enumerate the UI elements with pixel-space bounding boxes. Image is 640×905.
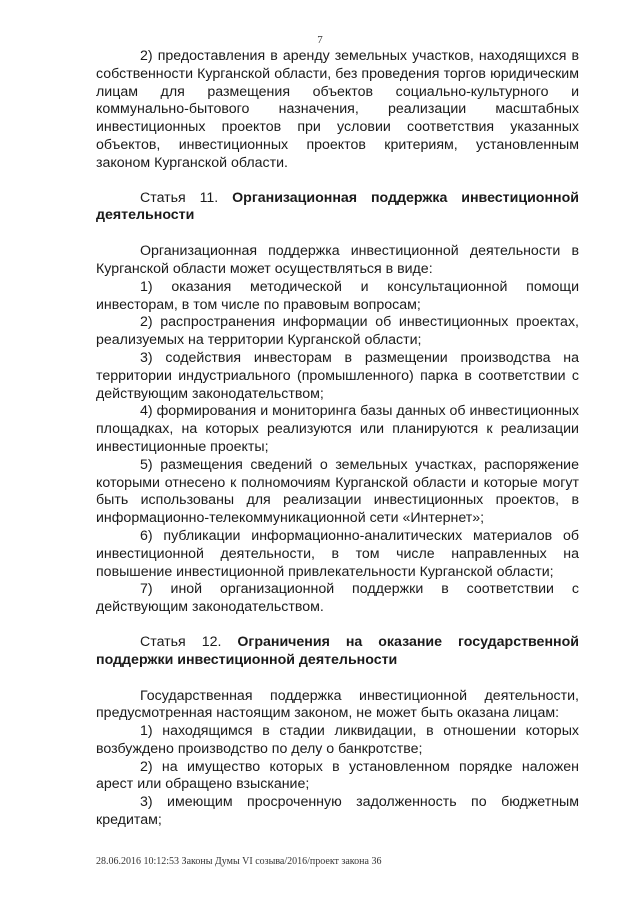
paragraph-item-2-land-lease: 2) предоставления в аренду земельных участков, находящихся в собственности Курганской области, без проведения торгов юридическим лицам для размещения объектов социально-культурного и коммунально-бытового назначения, реализации масштабных инвестиционных проектов при условии соответствия указанных объектов, инвестиционных проектов критериям, установленным законом Курганской области. (96, 48, 579, 171)
article-11-heading (96, 190, 579, 226)
document-footer: 28.06.2016 10:12:53 Законы Думы VI созыва/2016/проект закона 36 (96, 856, 382, 867)
article-12-item: 1) находящимся в стадии ликвидации, в отношении которых возбуждено производство по делу о банкротстве; (96, 723, 579, 757)
document-body (96, 48, 579, 830)
article-11-label: Статья 11. (140, 189, 219, 206)
article-11-item: 5) размещения сведений о земельных участках, распоряжение которыми отнесено к полномочиям Курганской области и которые могут быть использованы для реализации инвестиционных проектов, в информационно-телекоммуникационной сети «Интернет»; (96, 456, 579, 527)
article-12-item: 2) на имущество которых в установленном порядке наложен арест или обращено взыскание; (96, 758, 579, 793)
article-11-item: 1) оказания методической и консультационной помощи инвесторам, в том числе по правовым вопросам; (96, 278, 579, 313)
page-number: 7 (317, 34, 323, 46)
article-11-item: 2) распространения информации об инвестиционных проектах, реализуемых на территории Курганской области; (96, 314, 579, 349)
article-11-item: 3) содействия инвесторам в размещении производства на территории индустриального (промышленного) парка в соответствии с действующим законодательством; (96, 349, 579, 402)
article-12-intro: Государственная поддержка инвестиционной деятельности, предусмотренная настоящим законом, не может быть оказана лицам: (96, 687, 579, 722)
article-11-item: 7) иной организационной поддержки в соответствии с действующим законодательством. (96, 581, 579, 616)
article-11-intro: Организационная поддержка инвестиционной деятельности в Курганской области может осуществляться в виде: (96, 243, 579, 277)
article-12-heading (96, 634, 579, 670)
article-12-title: Ограничения на оказание государственной поддержки инвестиционной деятельности (96, 633, 579, 668)
article-12-item: 3) имеющим просроченную задолженность по бюджетным кредитам; (96, 794, 579, 829)
article-11-item: 6) публикации информационно-аналитических материалов об инвестиционной деятельности, в том числе направленных на повышение инвестиционной привлекательности Курганской области; (96, 527, 579, 580)
article-11-item: 4) формирования и мониторинга базы данных об инвестиционных площадках, на которых реализуются или планируются к реализации инвестиционные проекты; (96, 403, 579, 455)
article-12-label: Статья 12. (140, 633, 222, 650)
article-11-title: Организационная поддержка инвестиционной деятельности (96, 189, 579, 224)
